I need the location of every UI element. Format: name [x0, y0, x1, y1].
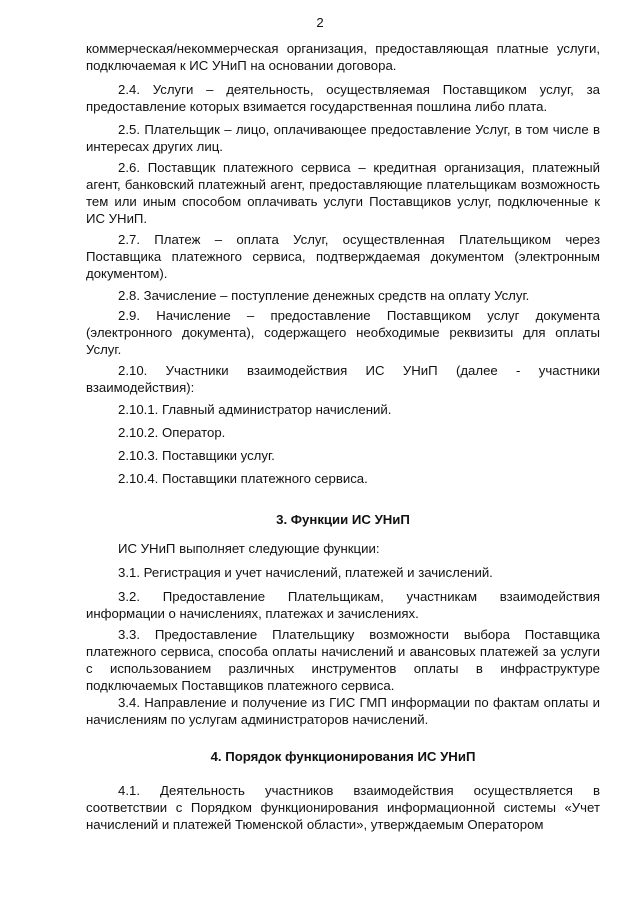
- page-number: 2: [316, 15, 324, 30]
- paragraph-3-3: 3.3. Предоставление Плательщику возможности выбора Поставщика платежного сервиса, способа оплаты начислений и авансовых платежей за услуги с использованием различных инструментов оплаты в инфраструктуре подключаемых Поставщиков платежного сервиса.: [86, 627, 600, 693]
- paragraph-4-1: 4.1. Деятельность участников взаимодействия осуществляется в соответствии с Порядком функционирования информационной системы «Учет начислений и платежей Тюменской области», утверждаемым Оператором: [86, 783, 600, 832]
- paragraph-2-10-participants: 2.10. Участники взаимодействия ИС УНиП (далее - участники взаимодействия):: [86, 363, 600, 395]
- paragraph-2-6-payment-service-provider: 2.6. Поставщик платежного сервиса – кредитная организация, платежный агент, банковский платежный агент, предоставляющие плательщикам возможность тем или иным способом оплачивать услуги Поставщиков услуг, подключенные к ИС УНиП.: [86, 160, 600, 226]
- paragraph-3-1: 3.1. Регистрация и учет начислений, платежей и зачислений.: [118, 565, 493, 580]
- section-3-intro: ИС УНиП выполняет следующие функции:: [118, 541, 380, 556]
- list-item-2-10-3: 2.10.3. Поставщики услуг.: [118, 448, 275, 463]
- paragraph-2-8-crediting: 2.8. Зачисление – поступление денежных средств на оплату Услуг.: [118, 288, 530, 303]
- section-3-heading: 3. Функции ИС УНиП: [276, 512, 410, 527]
- paragraph-2-5-payer: 2.5. Плательщик – лицо, оплачивающее предоставление Услуг, в том числе в интересах других лиц.: [86, 122, 600, 154]
- list-item-2-10-1: 2.10.1. Главный администратор начислений.: [118, 402, 392, 417]
- paragraph-2-7-payment: 2.7. Платеж – оплата Услуг, осуществленная Плательщиком через Поставщика платежного сервиса, подтверждаемая документом (электронным документом).: [86, 232, 600, 281]
- paragraph-3-4: 3.4. Направление и получение из ГИС ГМП информации по фактам оплаты и начислениям по услугам администраторов начислений.: [86, 695, 600, 727]
- paragraph-2-4-services: 2.4. Услуги – деятельность, осуществляемая Поставщиком услуг, за предоставление которых взимается государственная пошлина либо плата.: [86, 82, 600, 114]
- section-4-heading: 4. Порядок функционирования ИС УНиП: [210, 749, 476, 764]
- list-item-2-10-4: 2.10.4. Поставщики платежного сервиса.: [118, 471, 368, 486]
- paragraph-2-9-charge: 2.9. Начисление – предоставление Поставщиком услуг документа (электронного документа), содержащего необходимые реквизиты для оплаты Услуг.: [86, 308, 600, 357]
- paragraph-3-2: 3.2. Предоставление Плательщикам, участникам взаимодействия информации о начислениях, платежах и зачислениях.: [86, 589, 600, 621]
- paragraph-provider-definition-cont: коммерческая/некоммерческая организация, предоставляющая платные услуги, подключаемая к ИС УНиП на основании договора.: [86, 41, 600, 73]
- list-item-2-10-2: 2.10.2. Оператор.: [118, 425, 226, 440]
